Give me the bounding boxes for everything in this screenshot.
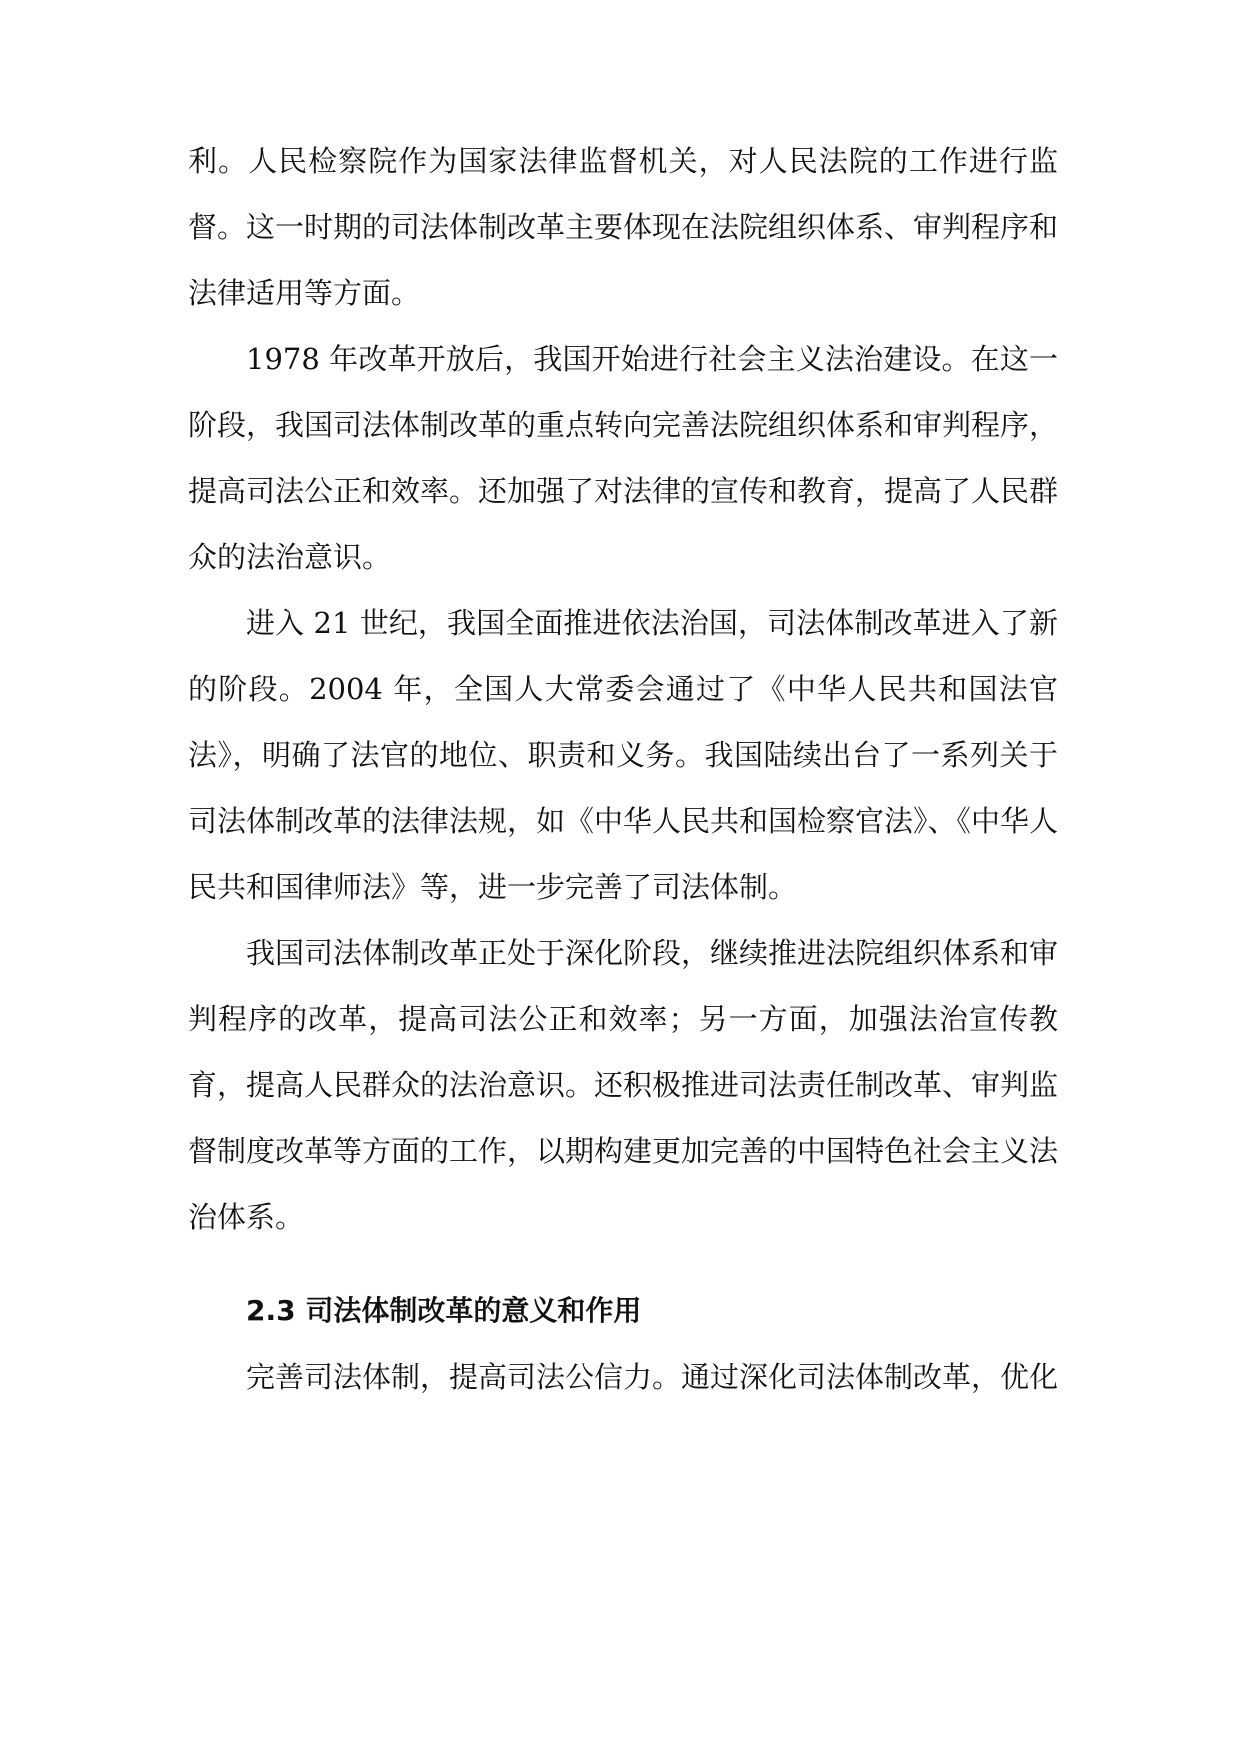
paragraph-4: 我国司法体制改革正处于深化阶段，继续推进法院组织体系和审判程序的改革，提高司法公正和效率；另一方面，加强法治宣传教育，提高人民群众的法治意识。还积极推进司法责任制改革、审判监督制度改革等方面的工作，以期构建更加完善的中国特色社会主义法治体系。 [188, 936, 1059, 1234]
paragraph-1: 利。人民检察院作为国家法律监督机关，对人民法院的工作进行监督。这一时期的司法体制改革主要体现在法院组织体系、审判程序和法律适用等方面。 [188, 144, 1059, 310]
section-heading: 2.3 司法体制改革的意义和作用 [246, 1294, 642, 1327]
paragraph-3: 进入 21 世纪，我国全面推进依法治国，司法体制改革进入了新的阶段。2004 年，全国人大常委会通过了《中华人民共和国法官法》，明确了法官的地位、职责和义务。我国陆续出台了一系列关于司法体制改革的法律法规，如《中华人民共和国检察官法》、《中华人民共和国律师法》等，进一步完善了司法体制。 [188, 606, 1059, 904]
document-body [188, 128, 1058, 1410]
paragraph-2: 1978 年改革开放后，我国开始进行社会主义法治建设。在这一阶段，我国司法体制改革的重点转向完善法院组织体系和审判程序，提高司法公正和效率。还加强了对法律的宣传和教育，提高了人民群众的法治意识。 [188, 342, 1059, 574]
paragraph-5: 完善司法体制，提高司法公信力。通过深化司法体制改革，优化 [246, 1360, 1059, 1394]
